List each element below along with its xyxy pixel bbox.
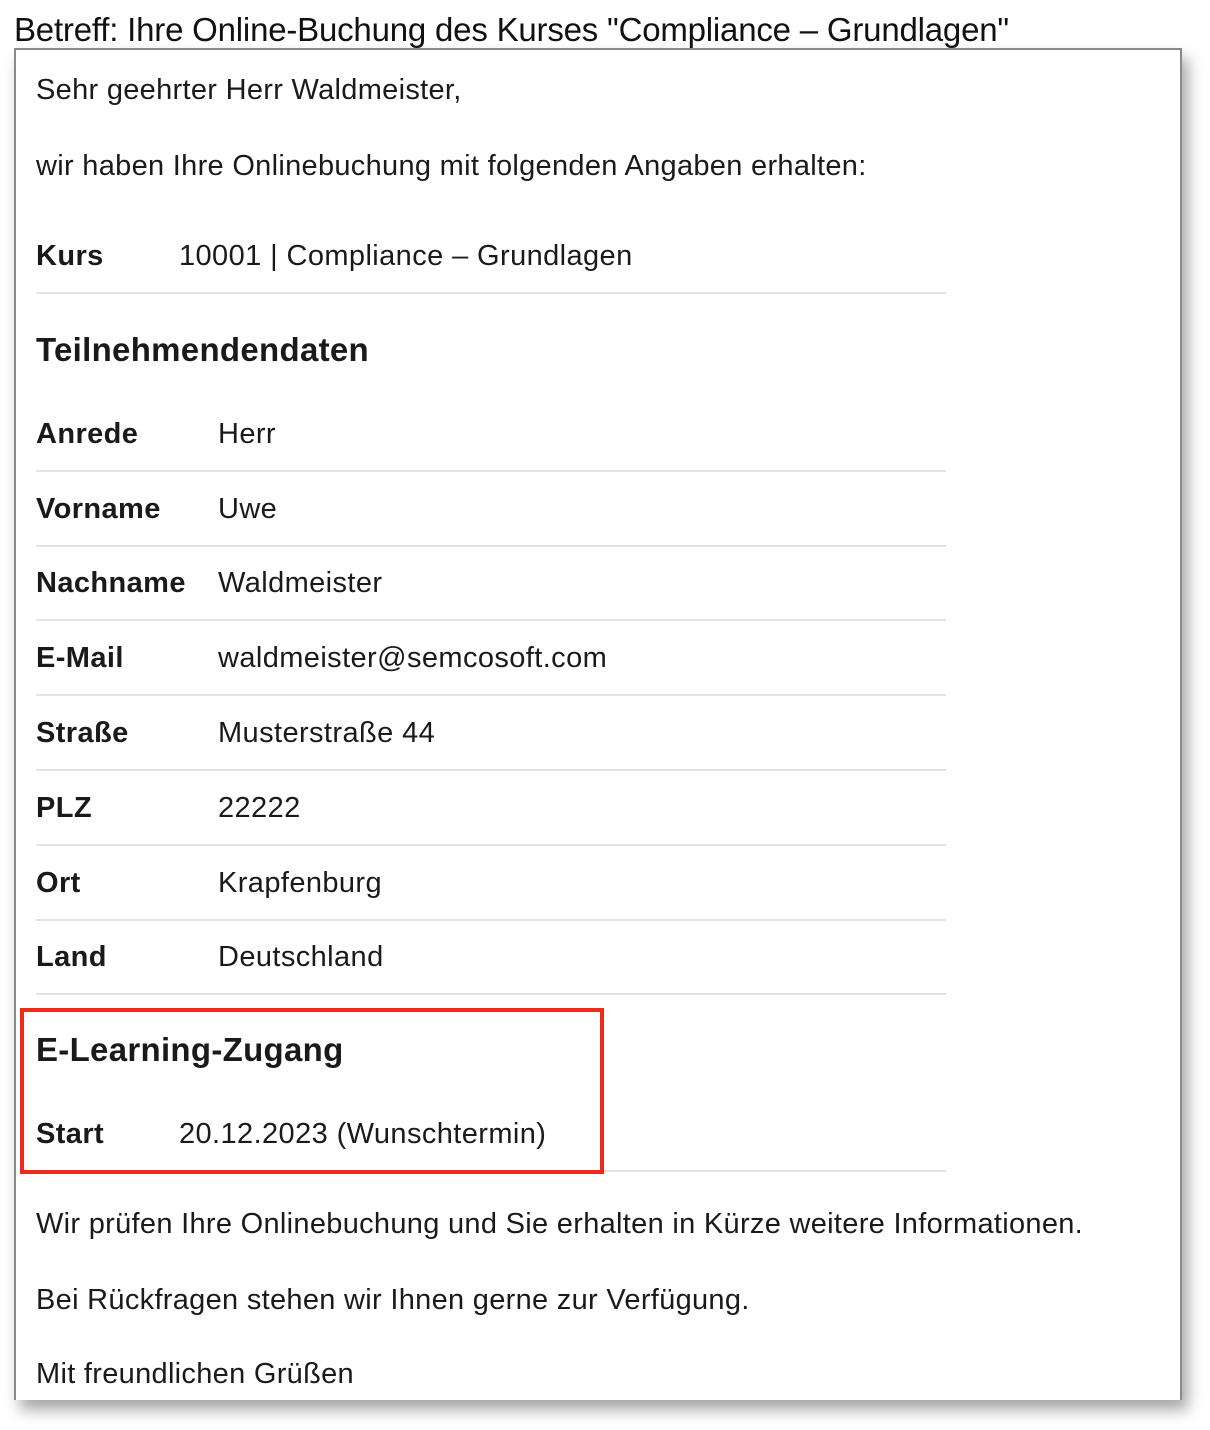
- participant-row-vorname: [36, 471, 946, 547]
- row-value: Waldmeister: [218, 567, 383, 599]
- course-label: Kurs: [36, 240, 104, 272]
- regards-text: Mit freundlichen Grüßen: [36, 1358, 354, 1390]
- row-value: Deutschland: [218, 941, 384, 973]
- row-label: Nachname: [36, 567, 186, 599]
- elearning-start-row: [36, 1096, 946, 1172]
- questions-text: Bei Rückfragen stehen wir Ihnen gerne zur Verfügung.: [36, 1284, 750, 1316]
- row-value: Uwe: [218, 493, 278, 525]
- participant-row-nachname: [36, 545, 946, 621]
- course-value: 10001 | Compliance – Grundlagen: [179, 240, 633, 272]
- participant-row-email: [36, 620, 946, 696]
- row-label: E-Mail: [36, 642, 124, 674]
- participant-row-anrede: [36, 396, 946, 472]
- email-link[interactable]: waldmeister@semcosoft.com: [218, 642, 608, 674]
- email-body-frame: [14, 48, 1182, 1400]
- check-info-text: Wir prüfen Ihre Onlinebuchung und Sie erhalten in Kürze weitere Informationen.: [36, 1208, 1084, 1240]
- participant-row-ort: [36, 845, 946, 921]
- participant-section-title: Teilnehmendendaten: [36, 331, 369, 368]
- row-value: Musterstraße 44: [218, 717, 436, 749]
- participant-row-strasse: [36, 695, 946, 771]
- row-label: Anrede: [36, 418, 139, 450]
- participant-row-plz: [36, 770, 946, 846]
- course-row: [36, 218, 946, 294]
- email-subject: Betreff: Ihre Online-Buchung des Kurses "Compliance – Grundlagen": [14, 11, 1009, 48]
- row-value: Herr: [218, 418, 276, 450]
- row-value: Krapfenburg: [218, 867, 383, 899]
- intro-text: wir haben Ihre Onlinebuchung mit folgenden Angaben erhalten:: [36, 150, 867, 182]
- row-label: Land: [36, 941, 107, 973]
- row-label: PLZ: [36, 792, 92, 824]
- elearning-section-title: E-Learning-Zugang: [36, 1031, 344, 1068]
- row-label: Straße: [36, 717, 129, 749]
- start-label: Start: [36, 1118, 105, 1150]
- row-value: 22222: [218, 792, 301, 824]
- start-value: 20.12.2023 (Wunschtermin): [179, 1118, 547, 1150]
- row-label: Ort: [36, 867, 81, 899]
- row-label: Vorname: [36, 493, 161, 525]
- participant-row-land: [36, 919, 946, 995]
- greeting-text: Sehr geehrter Herr Waldmeister,: [36, 74, 462, 106]
